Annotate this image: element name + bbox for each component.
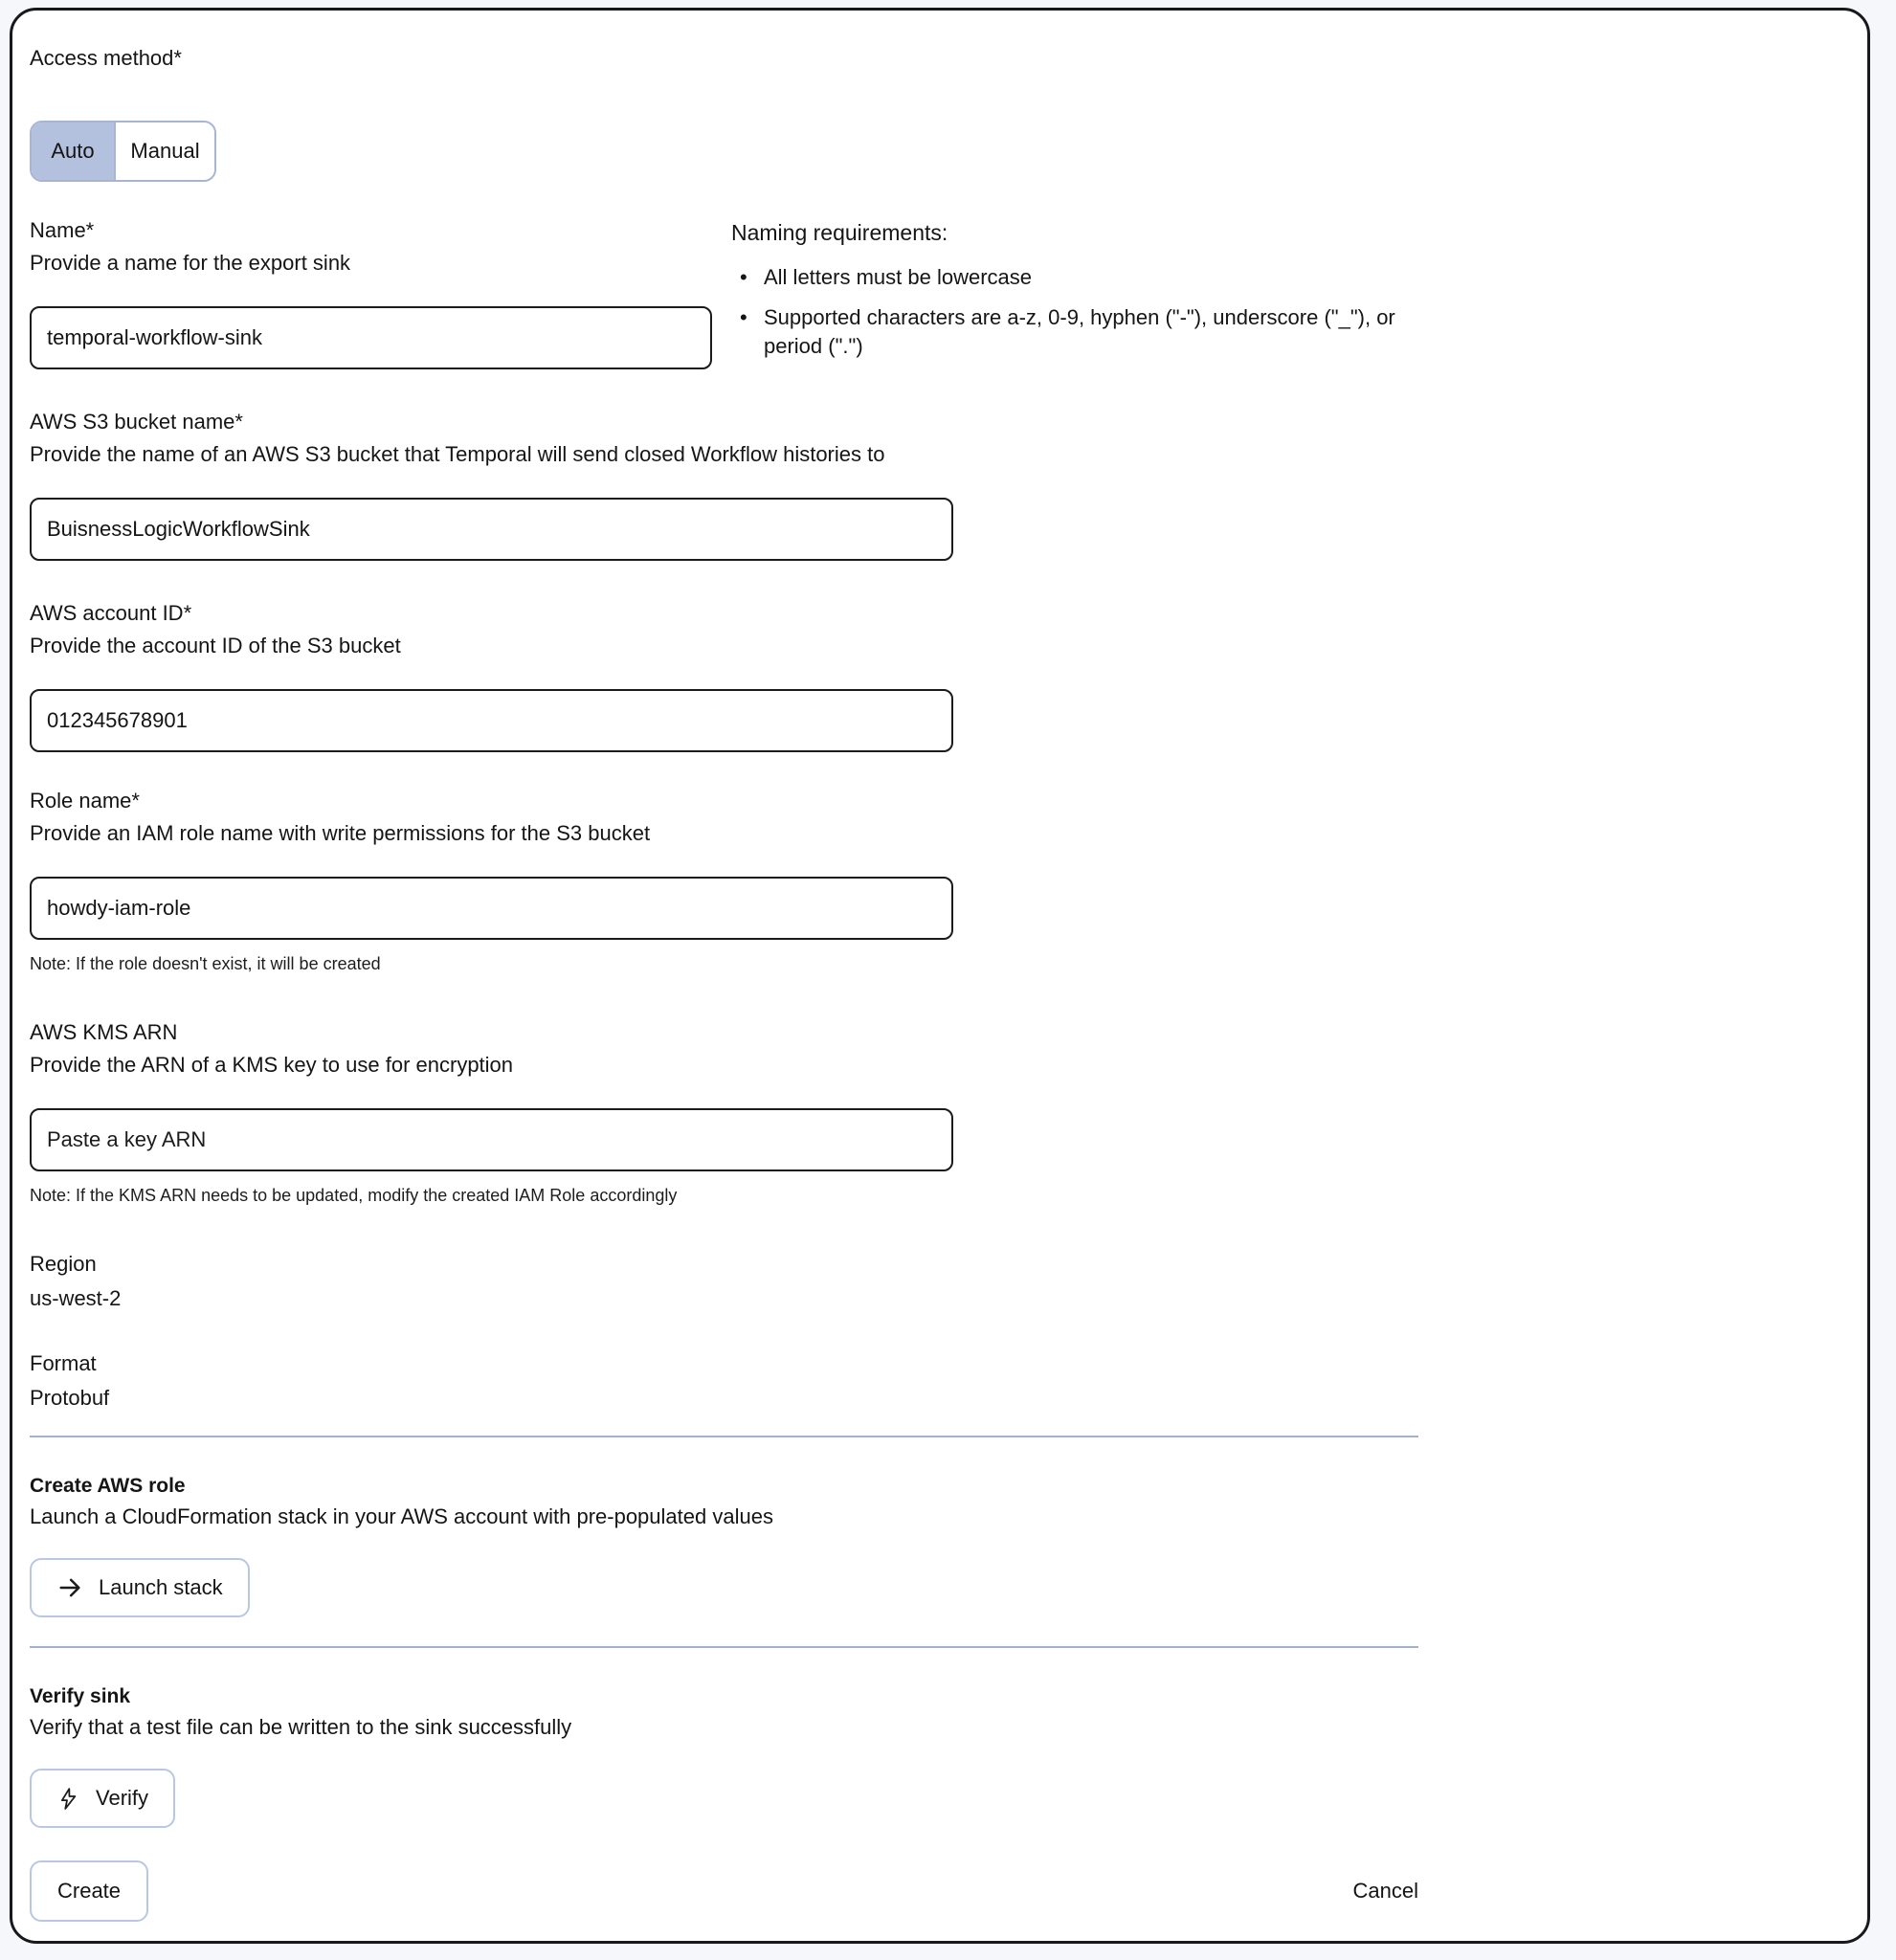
account-field-description: Provide the account ID of the S3 bucket <box>30 634 401 657</box>
account-id-input[interactable] <box>30 689 953 752</box>
bucket-field-label: AWS S3 bucket name* <box>30 410 243 434</box>
role-name-input[interactable] <box>30 877 953 940</box>
form-footer <box>30 1860 1418 1922</box>
export-sink-form-card <box>10 8 1870 1944</box>
section-divider <box>30 1436 1418 1437</box>
kms-field-description: Provide the ARN of a KMS key to use for encryption <box>30 1053 514 1077</box>
kms-field-label: AWS KMS ARN <box>30 1020 178 1044</box>
toggle-option-manual[interactable]: Manual <box>114 122 214 180</box>
name-field-label: Name* <box>30 218 95 242</box>
role-field-group <box>30 787 1418 974</box>
create-role-title: Create AWS role <box>30 1475 186 1497</box>
create-role-description: Launch a CloudFormation stack in your AWS account with pre-populated values <box>30 1504 773 1528</box>
role-field-label: Role name* <box>30 789 140 813</box>
bucket-input[interactable] <box>30 498 953 561</box>
lightning-icon <box>56 1787 80 1811</box>
name-field-description: Provide a name for the export sink <box>30 251 351 275</box>
create-button[interactable]: Create <box>30 1860 148 1922</box>
launch-stack-button-label: Launch stack <box>99 1575 223 1599</box>
bullet-icon: • <box>740 305 747 329</box>
naming-requirements <box>731 218 1418 369</box>
format-value: Protobuf <box>30 1386 110 1410</box>
role-field-description: Provide an IAM role name with write permissions for the S3 bucket <box>30 821 651 845</box>
format-label: Format <box>30 1351 97 1375</box>
verify-button[interactable] <box>30 1769 175 1828</box>
format-info <box>30 1349 1418 1413</box>
account-field-group <box>30 599 1418 752</box>
verify-button-label: Verify <box>96 1786 149 1810</box>
kms-arn-input[interactable] <box>30 1108 953 1171</box>
bucket-field-group <box>30 408 1418 561</box>
toggle-option-auto[interactable]: Auto <box>32 122 114 180</box>
naming-requirement-item: • Supported characters are a-z, 0-9, hyphen ("-"), underscore ("_"), or period (".") <box>731 303 1418 361</box>
bucket-field-description: Provide the name of an AWS S3 bucket that Temporal will send closed Workflow histories to <box>30 442 885 466</box>
kms-field-group <box>30 1018 1418 1206</box>
name-field-group <box>30 216 712 369</box>
region-label: Region <box>30 1252 97 1276</box>
access-method-label: Access method* <box>30 46 182 70</box>
launch-stack-button[interactable] <box>30 1558 250 1617</box>
naming-requirement-item: • All letters must be lowercase <box>731 263 1418 292</box>
arrow-right-icon <box>56 1574 83 1601</box>
role-note: Note: If the role doesn't exist, it will be created <box>30 954 381 973</box>
name-input[interactable] <box>30 306 712 369</box>
region-value: us-west-2 <box>30 1286 122 1310</box>
access-method-toggle <box>30 121 216 182</box>
bullet-icon: • <box>740 265 747 289</box>
kms-note: Note: If the KMS ARN needs to be updated, modify the created IAM Role accordingly <box>30 1186 678 1205</box>
section-divider <box>30 1646 1418 1648</box>
verify-sink-title: Verify sink <box>30 1685 131 1707</box>
cancel-button[interactable]: Cancel <box>1352 1879 1418 1903</box>
verify-sink-description: Verify that a test file can be written to the sink successfully <box>30 1715 572 1739</box>
account-field-label: AWS account ID* <box>30 601 192 625</box>
naming-requirements-title: Naming requirements: <box>731 220 948 245</box>
region-info <box>30 1250 1418 1313</box>
